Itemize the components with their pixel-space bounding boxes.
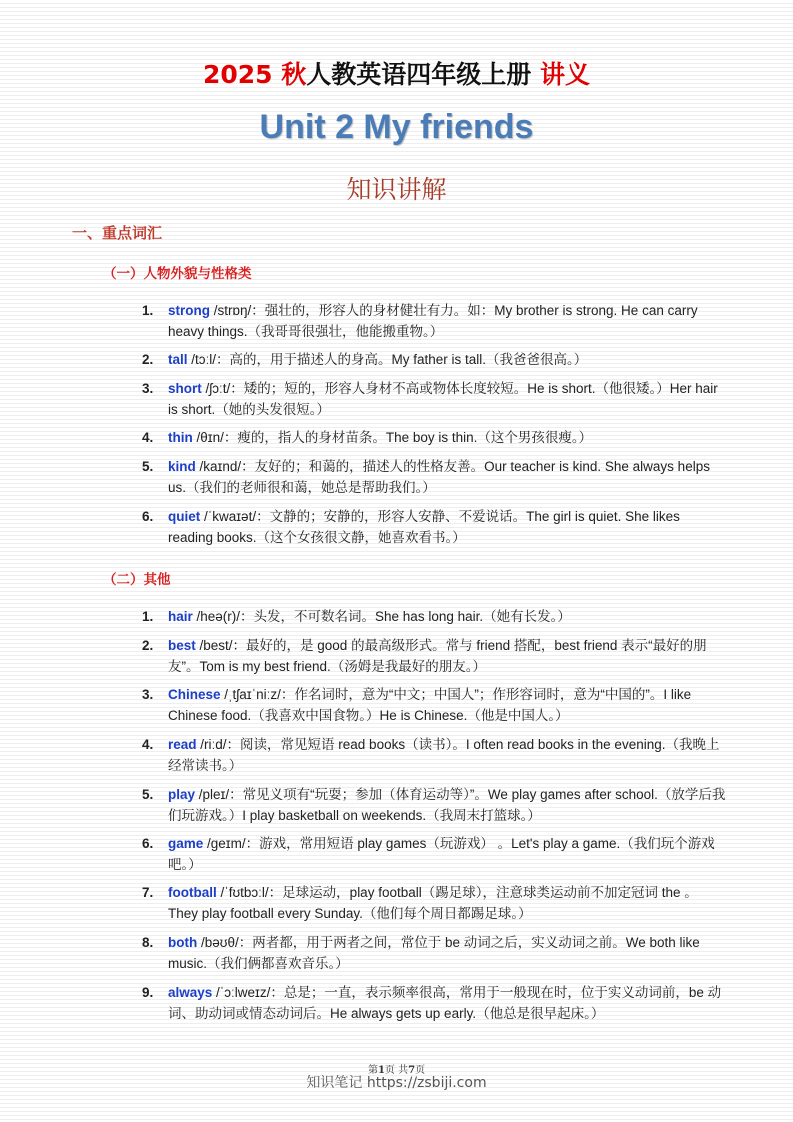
vocab-item: [142, 882, 727, 924]
vocab-definition: /bəʊθ/：两者都，用于两者之间，常位于 be 动词之后，实义动词之前。We both like music.（我们俩都喜欢音乐。）: [168, 935, 700, 971]
title-suffix: 讲义: [540, 60, 591, 89]
vocab-definition: /ˈfʊtbɔːl/：足球运动，play football（踢足球），注意球类运动前不加定冠词 the 。They play football every Sunday.（他们每个周日都踢足球。）: [168, 885, 698, 921]
vocab-word: always: [168, 985, 213, 1000]
section-heading-vocabulary: 一、重点词汇: [72, 224, 163, 242]
vocab-item: [142, 506, 727, 548]
page-prefix: 第: [367, 1065, 378, 1076]
vocab-word: Chinese: [168, 687, 221, 702]
item-number: 5.: [142, 787, 154, 802]
vocab-word: football: [168, 885, 217, 900]
vocab-word: game: [168, 836, 204, 851]
vocab-word: best: [168, 638, 196, 653]
unit-title: Unit 2 My friends: [259, 108, 534, 146]
title-year: 2025 秋: [202, 60, 307, 89]
title-main: 人教英语四年级上册: [306, 60, 540, 89]
vocab-item: [142, 378, 727, 420]
item-number: 4.: [142, 737, 154, 752]
page-suffix: 页: [415, 1065, 426, 1076]
vocab-item: [142, 684, 727, 726]
group-heading-other: （二）其他: [103, 572, 171, 588]
vocab-definition: /ʃɔːt/：矮的；短的，形容人身材不高或物体长度较短。He is short.（他很矮。）Her hair is short.（她的头发很短。）: [168, 381, 718, 417]
vocab-definition: /kaɪnd/：友好的；和蔼的，描述人的性格友善。Our teacher is kind. She always helps us.（我们的老师很和蔼，她总是帮助我们。）: [168, 459, 710, 495]
vocab-item: [142, 982, 727, 1024]
vocab-definition: /tɔːl/：高的，用于描述人的身高。My father is tall.（我爸爸很高。）: [187, 352, 588, 367]
page-middle: 页 共: [384, 1065, 409, 1076]
vocab-word: kind: [168, 459, 196, 474]
vocab-item: [142, 833, 727, 875]
vocab-definition: /pleɪ/：常见义项有“玩耍；参加（体育运动等）”。We play games after school.（放学后我们玩游戏。）I play basketball on weekends.（我周末打篮球。）: [168, 787, 726, 823]
vocab-word: quiet: [168, 509, 201, 524]
vocab-definition: /ˌtʃaɪˈniːz/：作名词时，意为“中文；中国人”；作形容词时，意为“中国的”。I like Chinese food.（我喜欢中国食物。）He is Chinese.（他是中国人。）: [168, 687, 692, 723]
item-number: 6.: [142, 509, 154, 524]
item-number: 6.: [142, 836, 154, 851]
vocab-definition: /riːd/：阅读，常见短语 read books（读书）。I often read books in the evening.（我晚上经常读书。）: [168, 737, 720, 773]
vocab-definition: /θɪn/：瘦的，指人的身材苗条。The boy is thin.（这个男孩很瘦。）: [192, 430, 593, 445]
vocab-item: [142, 427, 727, 448]
vocab-word: play: [168, 787, 196, 802]
group-heading-appearance: （一）人物外貌与性格类: [103, 266, 252, 282]
item-number: 1.: [142, 609, 154, 624]
page-current: 1: [377, 1065, 385, 1076]
item-number: 1.: [142, 303, 154, 318]
vocab-word: strong: [168, 303, 210, 318]
vocab-definition: /ˈkwaɪət/：文静的；安静的，形容人安静、不爱说话。The girl is quiet. She likes reading books.（这个女孩很文静，她喜欢看书。）: [168, 509, 680, 545]
vocab-item: [142, 932, 727, 974]
vocab-item: [142, 456, 727, 498]
vocab-definition: /best/：最好的，是 good 的最高级形式。常与 friend 搭配，best friend 表示“最好的朋友”。Tom is my best friend.（汤姆是我最好的朋友。）: [168, 638, 707, 674]
vocab-word: thin: [168, 430, 193, 445]
vocab-item: [142, 784, 727, 826]
footer-watermark: 知识笔记 https://zsbiji.com: [306, 1075, 487, 1091]
vocab-word: short: [168, 381, 202, 396]
vocab-word: read: [168, 737, 197, 752]
vocab-item: [142, 635, 727, 677]
vocab-word: both: [168, 935, 198, 950]
vocab-item: [142, 734, 727, 776]
vocab-definition: /ɡeɪm/：游戏，常用短语 play games（玩游戏） 。Let's play a game.（我们玩个游戏吧。）: [168, 836, 715, 872]
item-number: 3.: [142, 687, 154, 702]
item-number: 3.: [142, 381, 154, 396]
document-title: [0, 55, 793, 91]
page-total: 7: [408, 1065, 416, 1076]
item-number: 2.: [142, 352, 154, 367]
vocab-definition: /heə(r)/：头发，不可数名词。She has long hair.（她有长发。）: [192, 609, 571, 624]
vocab-definition: /strɒŋ/：强壮的，形容人的身材健壮有力。如：My brother is strong. He can carry heavy things.（我哥哥很强壮，他能搬重物。）: [168, 303, 698, 339]
vocab-definition: /ˈɔːlweɪz/：总是；一直，表示频率很高，常用于一般现在时，位于实义动词前，be 动词、助动词或情态动词后。He always gets up early.（他总是很早起床。）: [168, 985, 722, 1021]
item-number: 5.: [142, 459, 154, 474]
section-subtitle: 知识讲解: [346, 175, 447, 204]
vocab-item: [142, 606, 727, 627]
item-number: 8.: [142, 935, 154, 950]
vocab-item: [142, 349, 727, 370]
vocab-word: tall: [168, 352, 188, 367]
item-number: 9.: [142, 985, 154, 1000]
item-number: 7.: [142, 885, 154, 900]
item-number: 2.: [142, 638, 154, 653]
vocab-item: [142, 300, 727, 342]
vocab-word: hair: [168, 609, 193, 624]
item-number: 4.: [142, 430, 154, 445]
